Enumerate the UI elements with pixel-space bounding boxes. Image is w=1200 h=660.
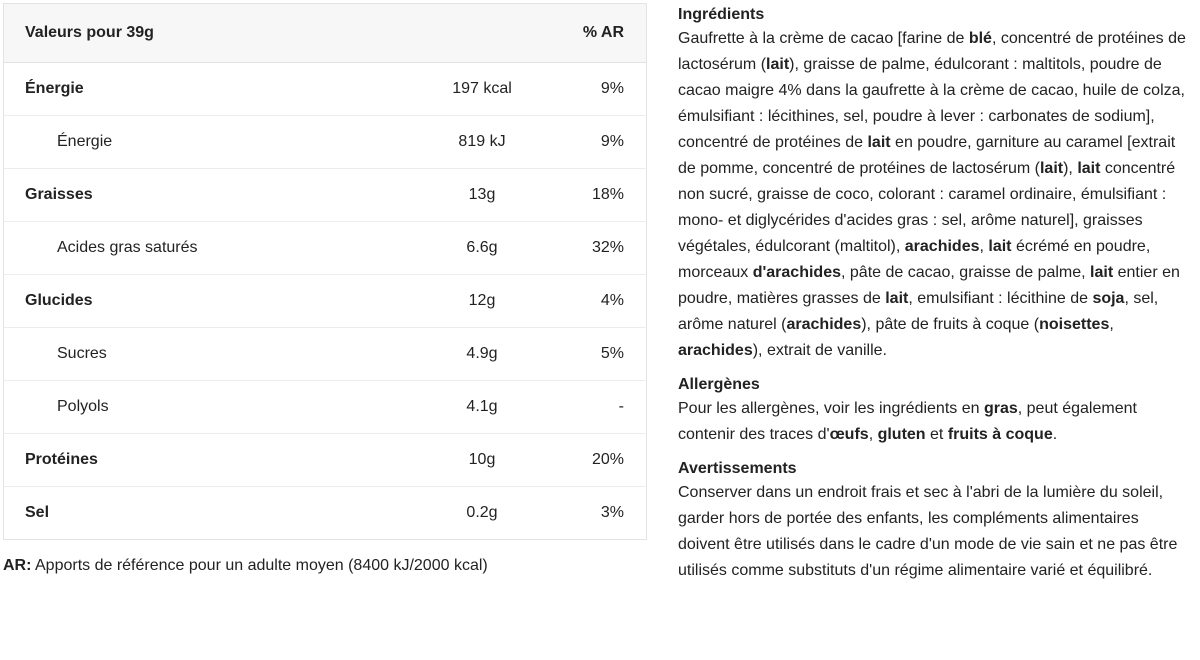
text-span: , emulsifiant : lécithine de <box>908 290 1093 307</box>
footnote-term: AR: <box>3 557 32 574</box>
text-span: ), <box>1063 160 1078 177</box>
nutrient-name: Protéines <box>4 434 388 487</box>
nutrient-ar-percent: 5% <box>577 328 647 381</box>
nutrient-name: Énergie <box>25 80 84 97</box>
bold-text: fruits à coque <box>947 426 1053 443</box>
text-span: , concentré de protéines de lactosérum ( <box>678 30 1186 73</box>
bold-text: lait <box>1077 160 1101 177</box>
nutrition-row <box>4 275 647 328</box>
nutrition-panel <box>3 3 647 575</box>
text-span: , <box>1109 316 1114 333</box>
text-span: ), pâte de fruits à coque ( <box>861 316 1040 333</box>
nutrient-name: Sel <box>4 487 388 540</box>
bold-text: lait <box>867 134 891 151</box>
bold-text: arachides <box>786 316 862 333</box>
text-span: . <box>1052 426 1058 443</box>
nutrition-row <box>4 487 647 540</box>
nutrient-ar-percent: 4% <box>577 275 647 328</box>
nutrient-ar-percent: 32% <box>577 222 647 275</box>
nutrition-header-label: Valeurs pour 39g <box>4 4 388 63</box>
text-span: écrémé en poudre, morceaux <box>678 238 1151 281</box>
text-span: Pour les allergènes, voir les ingrédients en <box>678 400 984 417</box>
nutrient-name: Sucres <box>4 328 388 381</box>
nutrient-name: Acides gras saturés <box>4 222 388 275</box>
nutrient-value: 12g <box>387 275 577 328</box>
bold-text: soja <box>1092 290 1125 307</box>
text-span: , <box>868 426 878 443</box>
warnings-title: Avertissements <box>678 460 797 477</box>
nutrient-value: 4.1g <box>387 381 577 434</box>
nutrient-name: Graisses <box>4 169 388 222</box>
nutrition-table-body <box>4 63 647 540</box>
bold-text: gluten <box>877 426 926 443</box>
text-span: concentré non sucré, graisse de coco, colorant : caramel ordinaire, émulsifiant : mono- et diglycérides d'acides gras : sel, arôme naturel], graisses végétales, édulcorant (maltitol), <box>678 160 1176 255</box>
nutrient-value: 0.2g <box>387 487 577 540</box>
ingredients-text <box>678 26 1194 364</box>
nutrient-value: 6.6g <box>387 222 577 275</box>
nutrient-ar-percent: 18% <box>577 169 647 222</box>
ingredients-title: Ingrédients <box>678 6 765 23</box>
bold-text: lait <box>885 290 909 307</box>
text-span: ), graisse de palme, édulcorant : maltitols, poudre de cacao maigre 4% dans la gaufrette à la crème de cacao, huile de colza, émulsifiant : lécithines, sel, poudre à lever : carbonates de sodium], concentré de protéines de <box>678 56 1185 151</box>
nutrition-row <box>4 381 647 434</box>
nutrition-table <box>3 3 647 540</box>
bold-text: arachides <box>678 342 753 359</box>
nutrition-row <box>4 63 647 116</box>
text-span: entier en poudre, matières grasses de <box>678 264 1180 307</box>
allergens-title: Allergènes <box>678 376 760 393</box>
nutrient-name: Polyols <box>4 381 388 434</box>
text-span: ), extrait de vanille. <box>752 342 887 359</box>
allergens-text <box>678 396 1194 448</box>
bold-text: lait <box>1090 264 1114 281</box>
text-span: , pâte de cacao, graisse de palme, <box>841 264 1091 281</box>
nutrition-header-row <box>4 4 647 63</box>
nutrition-row <box>4 222 647 275</box>
bold-text: lait <box>1039 160 1064 177</box>
product-info <box>678 4 1194 594</box>
bold-text: lait <box>766 56 790 73</box>
text-span: Gaufrette à la crème de cacao [farine de <box>678 30 969 47</box>
nutrition-footnote <box>3 557 647 575</box>
nutrition-row <box>4 116 647 169</box>
bold-text: arachides <box>904 238 980 255</box>
nutrition-header-ar: % AR <box>577 4 647 63</box>
bold-text: lait <box>988 238 1012 255</box>
bold-text: blé <box>968 30 992 47</box>
nutrient-value: 10g <box>387 434 577 487</box>
text-span: , sel, arôme naturel ( <box>678 290 1159 333</box>
text-span: en poudre, garniture au caramel [extrait de pomme, concentré de protéines de lactosérum ( <box>678 134 1176 177</box>
nutrition-row <box>4 328 647 381</box>
footnote-text: Apports de référence pour un adulte moyen (8400 kJ/2000 kcal) <box>31 557 488 574</box>
nutrient-value: 197 kcal <box>452 80 512 97</box>
nutrient-value: 819 kJ <box>387 116 577 169</box>
nutrient-value: 13g <box>387 169 577 222</box>
nutrient-ar-percent: - <box>577 381 647 434</box>
nutrition-row <box>4 169 647 222</box>
nutrient-ar-percent: 9% <box>577 116 647 169</box>
bold-text: œufs <box>829 426 869 443</box>
nutrient-ar-percent: 20% <box>577 434 647 487</box>
nutrition-row <box>4 434 647 487</box>
bold-text: gras <box>983 400 1018 417</box>
nutrient-ar-percent: 3% <box>577 487 647 540</box>
nutrient-value: 4.9g <box>387 328 577 381</box>
nutrient-ar-percent: 9% <box>600 80 624 97</box>
nutrition-header-value <box>387 4 577 63</box>
text-span: et <box>925 426 948 443</box>
text-span: , peut également contenir des traces d' <box>678 400 1137 443</box>
text-span: , <box>979 238 989 255</box>
nutrient-name: Glucides <box>4 275 388 328</box>
warnings-text: Conserver dans un endroit frais et sec à l'abri de la lumière du soleil, garder hors de portée des enfants, les compléments alimentaires doivent être utilisés dans le cadre d'un mode de vie sain et ne pas être utilisés comme substituts d'un régime alimentaire varié et équilibré. <box>678 484 1178 579</box>
bold-text: d'arachides <box>752 264 841 281</box>
bold-text: noisettes <box>1039 316 1110 333</box>
nutrient-name: Énergie <box>4 116 388 169</box>
